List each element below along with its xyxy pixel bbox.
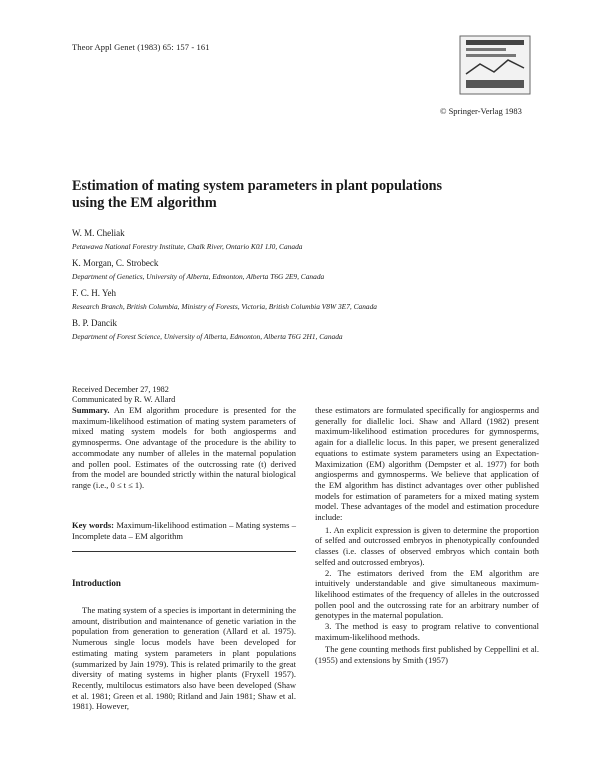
keywords-paragraph (72, 520, 296, 541)
summary-text: An EM algorithm procedure is presented for the maximum-likelihood estimation of mating system parameters of mixed mating system models for both angiosperms and gymnosperms. One advantage of the procedure is the ability to accommodate any number of alleles in the maternal population and pollen pool. Estimates of the outcrossing rate (t) derived from the model are bounded strictly within the natural biological range (i.e., 0 ≤ t ≤ 1). (72, 405, 297, 490)
journal-citation: Theor Appl Genet (1983) 65: 157 - 161 (72, 42, 210, 52)
intro-heading: Introduction (72, 578, 121, 588)
advantage-item-2: 2. The estimators derived from the EM algorithm are intuitively understandable and give simultaneous maximum-likelihood estimates of the frequency of alleles in the outcrossed pollen pool and the outcrossing rate for an arbitrary number of genotypes in the maternal population. (315, 567, 539, 621)
keywords-label: Key words: (72, 520, 114, 530)
author-block (72, 288, 377, 311)
author-name: W. M. Cheliak (72, 228, 125, 238)
journal-logo (458, 34, 532, 102)
author-block (72, 318, 343, 341)
summary-label: Summary. (72, 405, 110, 415)
received-info (72, 385, 175, 404)
intro-paragraph (72, 605, 296, 712)
right-paragraph-1: these estimators are formulated specifically for angiosperms and generally for diallelic loci. Shaw and Allard (1982) present maximum-likelihood estimation procedures for gymnosperms, again for a diallelic locus. In this paper, we present generalized equations to estimate system parameters using an Expectation-Maximization (EM) algorithm (Dempster et al. 1977) for both angiosperms and gymnosperms. We believe that application of the EM algorithm has distinct advantages over other published models for estimation of parameters for a mixed mating system model. These advantages of the model and estimation procedure include: (315, 405, 539, 523)
advantage-item-1: 1. An explicit expression is given to determine the proportion of selfed and outcrossed embryos in phenotypically confounded classes (i.e. classes of observed embryos which contain both selfed and outcrossed embryos). (315, 524, 539, 567)
author-affiliation: Research Branch, British Columbia, Ministry of Forests, Victoria, British Columbia V8W 3E7, Canada (72, 302, 377, 311)
paper-title (72, 178, 492, 212)
author-affiliation: Petawawa National Forestry Institute, Chalk River, Ontario K0J 1J0, Canada (72, 242, 303, 251)
author-affiliation: Department of Genetics, University of Alberta, Edmonton, Alberta T6G 2E9, Canada (72, 272, 325, 281)
intro-text: The mating system of a species is important in determining the amount, distribution and maintenance of genetic variation in the population from generation to generation (Allard et al. 1975). Numerous single locus models have been developed for estimating mating system parameters in plant populations (summarized by Jain 1979). This is related primarily to the great diversity of mating systems in higher plants (Fryxell 1957). Recently, multilocus estimators also have been developed (Shaw et al. 1981; Green et al. 1980; Ritland and Jain 1981; Shaw et al. 1981). However, (72, 605, 296, 712)
author-block (72, 228, 302, 251)
summary-paragraph (72, 405, 296, 491)
author-affiliation: Department of Forest Science, University of Alberta, Edmonton, Alberta T6G 2H1, Canada (72, 332, 343, 341)
received-date: Received December 27, 1982 (72, 385, 169, 394)
keywords-text: Maximum-likelihood estimation – Mating systems – Incomplete data – EM algorithm (72, 520, 296, 541)
author-name: B. P. Dancik (72, 318, 117, 328)
communicated-by: Communicated by R. W. Allard (72, 394, 176, 404)
right-paragraph-2: The gene counting methods first published by Ceppellini et al. (1955) and extensions by Smith (1957) (315, 644, 539, 666)
author-block (72, 258, 324, 281)
author-name: F. C. H. Yeh (72, 288, 117, 298)
section-divider (72, 551, 296, 552)
title-line-2: using the EM algorithm (72, 195, 217, 211)
right-column (315, 405, 539, 666)
advantage-item-3: 3. The method is easy to program relative to conventional maximum-likelihood methods. (315, 621, 539, 642)
publisher-copyright: © Springer-Verlag 1983 (440, 106, 522, 116)
title-line-1: Estimation of mating system parameters in plant populations (72, 178, 443, 194)
author-name: K. Morgan, C. Strobeck (72, 258, 159, 268)
